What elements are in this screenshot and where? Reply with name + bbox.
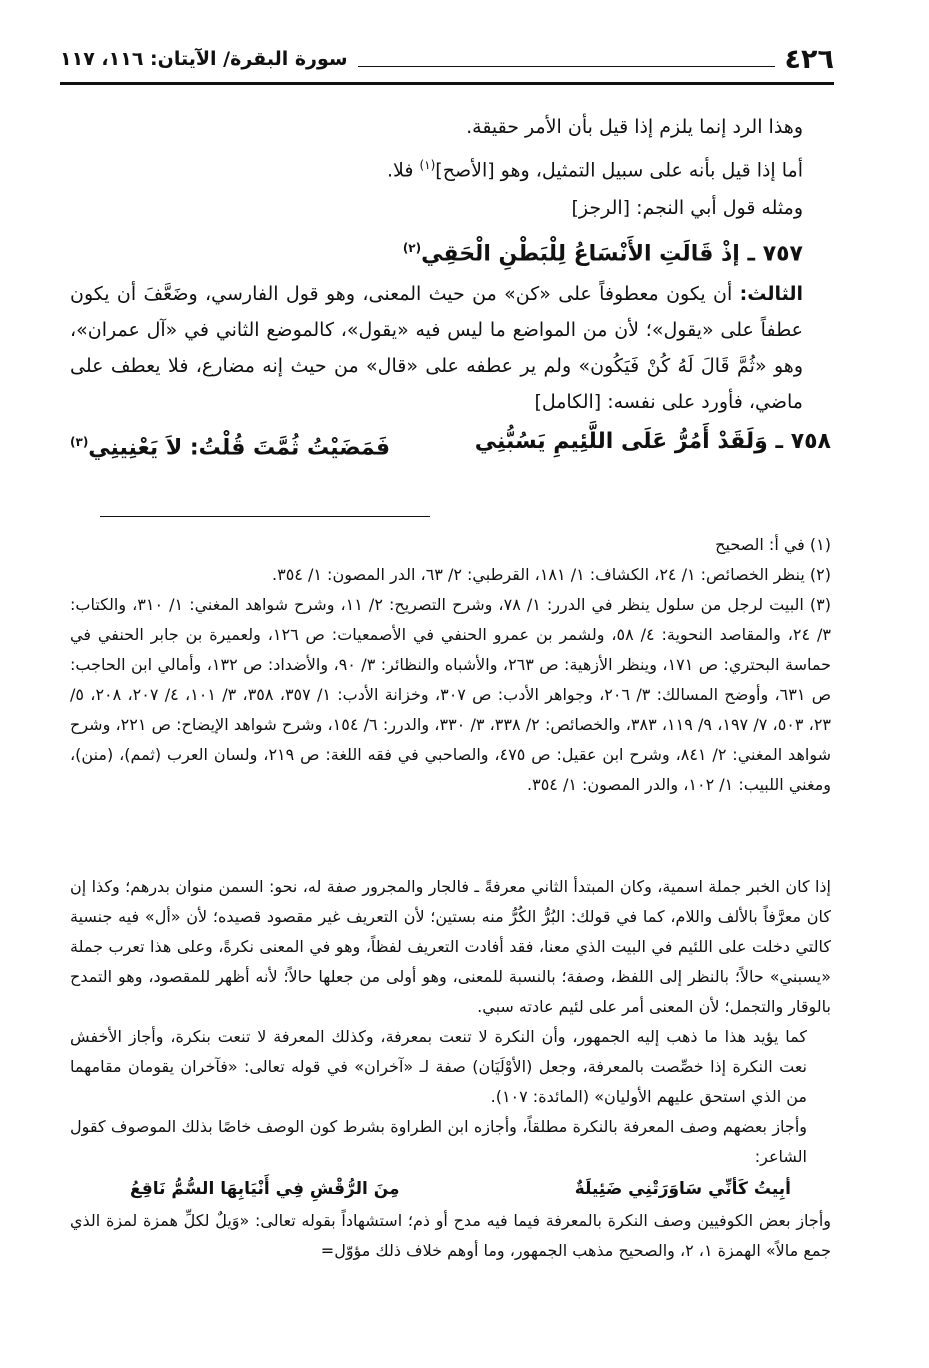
verse-758-second-hemistich: فَمَضَيْتُ ثُمَّتَ قُلْتُ: لاَ يَعْنِينِي$^{(٣)}$ [70, 434, 391, 460]
text-line: ومثله قول أبي النجم: [الرجز] [571, 197, 803, 220]
verse-757: ٧٥٧ ـ إذْ قَالَتِ الأَنْسَاعُ لِلْبَطْنِ الْحَقِي$^{(٢)}$ [402, 241, 803, 267]
footnote-3: (٣) البيت لرجل من سلول ينظر في الدرر: ١/ ٧٨، وشرح التصريح: ٢/ ١١، وشرح شواهد المغني: ١/ ٣١٠، والكتاب: ٣/ ٢٤، والمقاصد النحوية: ٤/ ٥٨، ولشمر بن عمرو الحنفي في الأصمعيات: ص ١٢٦، ولعميرة بن جابر الحنفي في حماسة البحتري: ص ١٧١، وينظر الأزهية: ص ٢٦٣، والأشباه والنظائر: ٣/ ٩٠، والأضداد: ص ١٣٢، وأمالي ابن الحاجب: ص ٦٣١، وأوضح المسالك: ٣/ ٢٠٦، وجواهر الأدب: ص ٣٠٧، وخزانة الأدب: ١/ ٣٥٧، ٣٥٨، ٣/ ١٠١، ٤/ ٢٠٧، ٢٠٨، ٥/ ٢٣، ٥٠٣، ٧/ ١٩٧، ٩/ ١١٩، ٣٨٣، والخصائص: ٢/ ٣٣٨، ٣/ ٣٣٠، والدرر: ٦/ ١٥٤، وشرح شواهد الإيضاح: ص ٢٢١، وشرح شواهد المغني: ٢/ ٨٤١، وشرح ابن عقيل: ص ٤٧٥، والصاحبي في فقه اللغة: ص ٢١٩، ولسان العرب (ثمم)، (منن)، ومغني اللبيب: ١/ ١٠٢، والدر المصون: ١/ ٣٥٤. [70, 595, 832, 794]
text-line: وهذا الرد إنما يلزم إذا قيل بأن الأمر حقيقة. [466, 116, 803, 138]
footnote-1: (١) في أ: الصحيح [715, 535, 831, 554]
commentary-verse-first: أبِيتُ كَأنِّي سَاوَرَتْنِي ضَئِيلَةٌ [574, 1179, 791, 1199]
commentary-paragraph: كما يؤيد هذا ما ذهب إليه الجمهور، وأن النكرة لا تنعت بمعرفة، وكذلك المعرفة لا تنعت بنكرة، وأجاز الأخفش نعت النكرة إذا خصِّصت بالمعرفة، وجعل (الأوْلَيَان) صفة لـ «آخران» في قوله تعالى: «فآخران يقومان مقامهما من الذي استحق عليهم الأوليان» (المائدة: ١٠٧). [70, 1027, 807, 1106]
footnote-ref[interactable]: (٣) [70, 434, 89, 449]
footnote-2: (٢) ينظر الخصائص: ١/ ٢٤، الكشاف: ١/ ١٨١، القرطبي: ٢/ ٦٣، الدر المصون: ١/ ٣٥٤. [272, 565, 831, 584]
commentary-verse [70, 1172, 831, 1206]
header-leader-line [358, 52, 775, 67]
footnote-ref[interactable]: (١) [419, 158, 436, 172]
footnote-ref[interactable]: (٢) [402, 241, 422, 256]
verse-758-first-hemistich: ٧٥٨ ـ وَلَقَدْ أَمُرُّ عَلَى اللَّئِيمِ يَسُبُّنِي [474, 428, 831, 454]
footnote-separator [100, 516, 430, 517]
commentary-verse-second: مِنَ الرُّقْشِ فِي أَنْيَابِهَا السُّمُّ نَاقِعُ [130, 1179, 400, 1199]
main-text [70, 108, 831, 470]
page-header [60, 42, 834, 76]
header-rule [60, 82, 834, 85]
third-opinion-paragraph: الثالث: أن يكون معطوفاً على «كن» من حيث المعنى، وهو قول الفارسي، وضَعَّفَ أن يكون عطفاً على «يقول»؛ لأن من المواضع ما ليس فيه «يقول»، كالموضع الثاني في «آل عمران»، وهو «ثُمَّ قَالَ لَهُ كُنْ فَيَكُون» ولم ير عطفه على «قال» من حيث إنه مضارع، فلا يعطف على ماضي، فأورد على نفسه: [الكامل] [70, 282, 803, 413]
page-number: ٤٢٦ [784, 43, 834, 75]
verse-758 [70, 420, 831, 470]
text-line: أما إذا قيل بأنه على سبيل التمثيل، وهو [الأصح]$^{(١)}$ فلا. [386, 158, 803, 182]
footnotes [70, 530, 831, 800]
commentary-paragraph: إذا كان الخبر جملة اسمية، وكان المبتدأ الثاني معرفةً ـ فالجار والمجرور صفة له، نحو: السمن منوان بدرهم؛ وكذا إن كان معرَّفاً بالألف واللام، كما في قولك: البُرُّ الكُرُّ منه بستين؛ لأن التعريف غير مقصود قصيده؛ لأن «أل» فيه جنسية كالتي دخلت على اللئيم في البيت الذي معنا، فقد أفادت التعريف لفظاً، وهو في المعنى نكرةً، وعلى هذا تعرب جملة «يسبني» حالاً؛ بالنظر إلى اللفظ، وصفة؛ بالنسبة للمعنى، وهو أولى من جعلها حالاً؛ لأنه أظهر للمقصود، وهو التمدح بالوقار والتجمل؛ لأن المعنى أمر على لئيم عادته سبي. [70, 877, 831, 1016]
running-title: سورة البقرة/ الآيتان: ١١٦، ١١٧ [60, 48, 348, 70]
third-label: الثالث: [739, 282, 803, 305]
commentary [70, 872, 831, 1266]
commentary-paragraph: وأجاز بعض الكوفيين وصف النكرة بالمعرفة فيما فيه مدح أو ذم؛ استشهاداً بقوله تعالى: «وَيلٌ لكلِّ همزة لمزة الذي جمع مالاً» الهمزة ١، ٢، والصحيح مذهب الجمهور، وما أوهم خلاف ذلك مؤوّل= [70, 1211, 831, 1260]
commentary-paragraph: وأجاز بعضهم وصف المعرفة بالنكرة مطلقاً، وأجازه ابن الطراوة بشرط كون الوصف خاصًا بذلك الموصوف كقول الشاعر: [70, 1117, 807, 1166]
